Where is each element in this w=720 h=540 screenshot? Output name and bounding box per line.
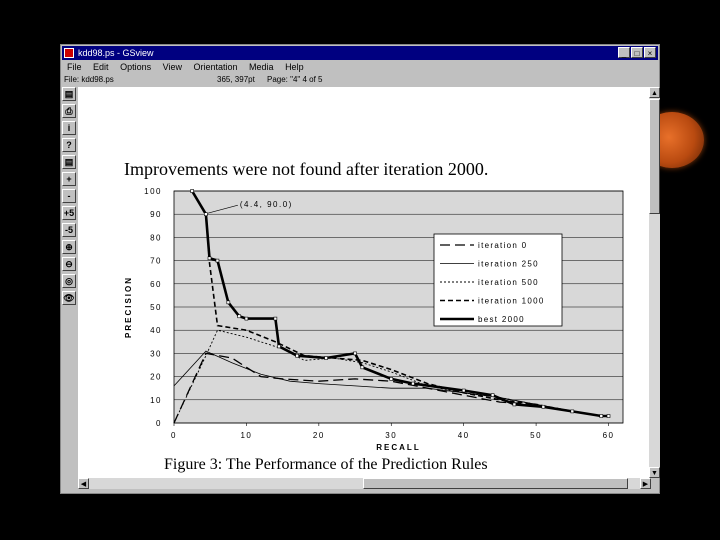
y-tick-label: 10 — [150, 395, 162, 405]
data-point — [607, 415, 610, 418]
vertical-scrollbar[interactable] — [649, 87, 660, 478]
status-bar — [62, 74, 658, 85]
status-file: File: kdd98.ps — [64, 75, 114, 84]
data-point — [208, 257, 211, 260]
help-icon[interactable]: ? — [62, 138, 76, 152]
data-point — [513, 403, 516, 406]
data-point — [361, 366, 364, 369]
legend-label-0: iteration 0 — [478, 241, 528, 250]
figure-caption: Figure 3: The Performance of the Prediction Rules — [164, 456, 488, 473]
maximize-button[interactable]: □ — [631, 47, 643, 58]
data-point — [600, 415, 603, 418]
x-tick-label: 20 — [312, 431, 325, 440]
y-tick-label: 30 — [150, 349, 162, 359]
annotation-label: (4.4, 90.0) — [239, 200, 293, 210]
y-tick-label: 50 — [150, 303, 162, 312]
zoom-in-icon[interactable]: ⊕ — [62, 240, 76, 254]
legend-label-4: best 2000 — [478, 315, 525, 324]
scroll-right-button[interactable]: ▶ — [640, 478, 651, 489]
data-point — [325, 357, 328, 360]
data-point — [390, 377, 393, 380]
gsview-window — [60, 44, 660, 494]
data-point — [278, 345, 281, 348]
x-tick-label: 0 — [171, 431, 177, 440]
scroll-down-button[interactable]: ▼ — [649, 467, 660, 478]
eye-icon[interactable]: 👁 — [63, 293, 75, 303]
forward5-icon[interactable]: +5 — [63, 208, 75, 218]
data-point — [462, 389, 465, 392]
y-axis-label: PRECISION — [124, 275, 133, 339]
x-tick-label: 50 — [530, 431, 543, 440]
menu-edit[interactable]: Edit — [93, 62, 109, 72]
legend-label-1: iteration 250 — [478, 259, 539, 269]
scroll-up-button[interactable]: ▲ — [649, 87, 660, 98]
page-heading: Improvements were not found after iteration 2000. — [124, 159, 489, 179]
print-icon[interactable]: ⎙ — [62, 104, 76, 118]
document-view — [78, 87, 651, 478]
legend-label-3: iteration 1000 — [478, 296, 545, 306]
horizontal-scroll-thumb[interactable] — [363, 478, 628, 489]
data-point — [274, 317, 277, 320]
y-tick-label: 20 — [150, 372, 162, 382]
next-page-icon[interactable]: + — [62, 172, 76, 186]
y-tick-label: 80 — [150, 233, 162, 243]
y-tick-label: 40 — [150, 326, 162, 336]
data-point — [245, 317, 248, 320]
minimize-button[interactable]: _ — [618, 47, 630, 58]
x-tick-label: 40 — [457, 431, 470, 440]
menu-view[interactable]: View — [162, 62, 182, 72]
status-coords: 365, 397pt — [217, 75, 255, 84]
data-point — [204, 213, 207, 216]
x-tick-label: 10 — [240, 431, 253, 440]
open-icon[interactable]: ▤ — [62, 87, 76, 101]
close-button[interactable]: × — [644, 47, 656, 58]
y-tick-label: 90 — [150, 210, 162, 220]
zoom-out-icon[interactable]: ⊖ — [62, 257, 76, 271]
menu-bar — [62, 61, 658, 74]
title-bar — [62, 46, 658, 60]
magnify-icon[interactable]: ◎ — [62, 274, 76, 288]
legend-label-2: iteration 500 — [478, 278, 539, 287]
data-point — [542, 405, 545, 408]
y-tick-label: 70 — [150, 256, 162, 266]
vertical-scroll-thumb[interactable] — [649, 99, 660, 214]
data-point — [354, 352, 357, 355]
x-tick-label: 30 — [385, 431, 398, 440]
scroll-left-button[interactable]: ◀ — [78, 478, 89, 489]
data-point — [216, 259, 219, 262]
data-point — [238, 315, 241, 318]
page-icon[interactable]: ▤ — [62, 155, 76, 169]
window-controls — [618, 47, 656, 58]
data-point — [191, 190, 194, 193]
y-tick-label: 0 — [156, 419, 162, 428]
data-point — [296, 354, 299, 357]
precision-recall-chart — [78, 87, 651, 478]
menu-file[interactable]: File — [67, 62, 82, 72]
y-tick-label: 100 — [144, 187, 162, 196]
back5-icon[interactable]: -5 — [62, 223, 76, 237]
status-page: Page: "4" 4 of 5 — [267, 75, 323, 84]
menu-media[interactable]: Media — [249, 62, 274, 72]
info-icon[interactable]: i — [62, 121, 76, 135]
data-point — [227, 301, 230, 304]
menu-options[interactable]: Options — [120, 62, 152, 72]
y-tick-label: 60 — [150, 279, 162, 289]
prev-page-icon[interactable]: - — [62, 189, 76, 203]
data-point — [571, 410, 574, 413]
gsview-app-icon[interactable] — [64, 48, 74, 58]
menu-help[interactable]: Help — [285, 62, 304, 72]
x-tick-label: 60 — [602, 431, 615, 440]
horizontal-scrollbar[interactable] — [78, 478, 651, 489]
x-axis-label: RECALL — [376, 443, 421, 452]
toolbar — [62, 87, 77, 475]
data-point — [491, 394, 494, 397]
window-title: kdd98.ps - GSview — [78, 48, 154, 58]
menu-orientation[interactable]: Orientation — [193, 62, 238, 72]
data-point — [411, 382, 414, 385]
